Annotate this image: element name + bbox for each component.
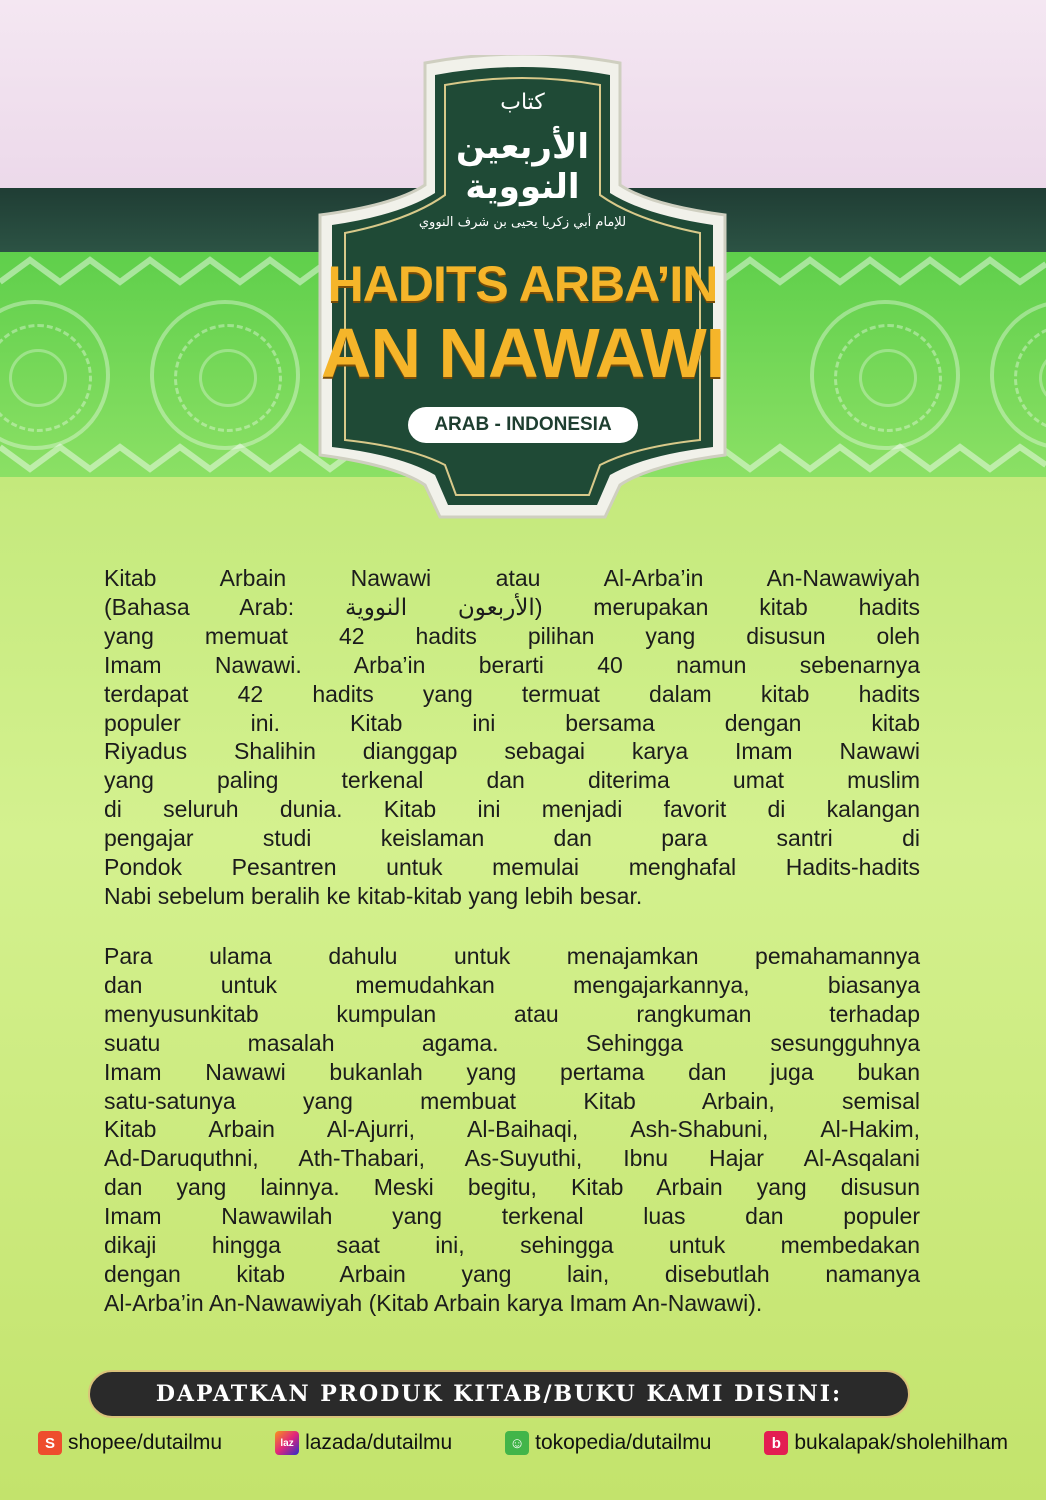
text-line: (Bahasa Arab: الأربعون النووية) merupakan kitab hadits (104, 593, 920, 620)
text-line: menyusunkitab kumpulan atau rangkuman terhadap (104, 1000, 920, 1027)
text-line: Ad-Daruquthni, Ath-Thabari, As-Suyuthi, Ibnu Hajar Al-Asqalani (104, 1145, 920, 1172)
bukalapak-icon: b (764, 1431, 788, 1455)
text-line: Imam Nawawilah yang terkenal luas dan populer (104, 1203, 920, 1230)
shopee-icon: S (38, 1431, 62, 1455)
shop-link-shopee[interactable] (38, 1431, 222, 1455)
text-line: Kitab Arbain Nawawi atau Al-Arba’in An-Nawawiyah (104, 565, 920, 591)
title-line-1: HADITS ARBA’IN (327, 256, 718, 312)
text-line: Imam Nawawi bukanlah yang pertama dan juga bukan (104, 1058, 920, 1085)
text-line: Kitab Arbain Al-Ajurri, Al-Baihaqi, Ash-Shabuni, Al-Hakim, (104, 1116, 920, 1143)
title-line-2: AN NAWAWI (320, 314, 725, 392)
shop-label: tokopedia/dutailmu (535, 1431, 712, 1454)
text-line: satu-satunya yang membuat Kitab Arbain, semisal (104, 1087, 920, 1114)
text-line: terdapat 42 hadits yang termuat dalam kitab hadits (104, 680, 920, 707)
arabic-author-line: للإمام أبي زكريا يحيى بن شرف النووي (418, 215, 627, 230)
shop-link-bukalapak[interactable] (764, 1431, 1008, 1455)
text-line: pengajar studi keislaman dan para santri di (104, 825, 920, 852)
shop-label: lazada/dutailmu (305, 1431, 453, 1454)
shop-link-lazada[interactable] (275, 1431, 452, 1455)
shop-label: bukalapak/sholehilham (794, 1431, 1008, 1454)
text-line: yang memuat 42 hadits pilihan yang disusun oleh (104, 622, 920, 649)
text-line: dan untuk memudahkan mengajarkannya, biasanya (104, 971, 920, 998)
text-line: Para ulama dahulu untuk menajamkan pemahamannya (104, 943, 920, 969)
text-line: dan yang lainnya. Meski begitu, Kitab Arbain yang disusun (104, 1174, 920, 1201)
rosette-ornament (810, 300, 960, 450)
tokopedia-icon: ☺ (505, 1431, 529, 1455)
text-line: di seluruh dunia. Kitab ini menjadi favorit di kalangan (104, 796, 920, 823)
title-badge (305, 55, 740, 525)
text-line: Riyadus Shalihin dianggap sebagai karya Imam Nawawi (104, 738, 920, 765)
lazada-icon: laz (275, 1431, 299, 1455)
arabic-kitab-label: كتاب (500, 90, 545, 115)
shop-link-tokopedia[interactable] (505, 1431, 711, 1455)
text-line: Imam Nawawi. Arba’in berarti 40 namun sebenarnya (104, 651, 920, 678)
text-line: yang paling terkenal dan diterima umat muslim (104, 767, 920, 794)
shop-links (38, 1427, 1008, 1459)
arabic-book-title: الأربعين النووية (456, 127, 589, 207)
text-line: Al-Arba’in An-Nawawiyah (Kitab Arbain karya Imam An-Nawawi). (104, 1289, 763, 1316)
rosette-ornament (150, 300, 300, 450)
text-line: dengan kitab Arbain yang lain, disebutlah namanya (104, 1260, 920, 1287)
subtitle-pill: ARAB - INDONESIA (408, 407, 638, 443)
shop-label: shopee/dutailmu (68, 1431, 223, 1454)
text-line: Nabi sebelum beralih ke kitab-kitab yang lebih besar. (104, 882, 643, 909)
text-line: suatu masalah agama. Sehingga sesungguhnya (104, 1029, 920, 1056)
text-line: Pondok Pesantren untuk memulai menghafal Hadits-hadits (104, 854, 920, 880)
text-line: dikaji hingga saat ini, sehingga untuk membedakan (104, 1232, 920, 1258)
text-line: populer ini. Kitab ini bersama dengan kitab (104, 709, 920, 736)
cta-banner: DAPATKAN PRODUK KITAB/BUKU KAMI DISINI: (88, 1370, 910, 1418)
